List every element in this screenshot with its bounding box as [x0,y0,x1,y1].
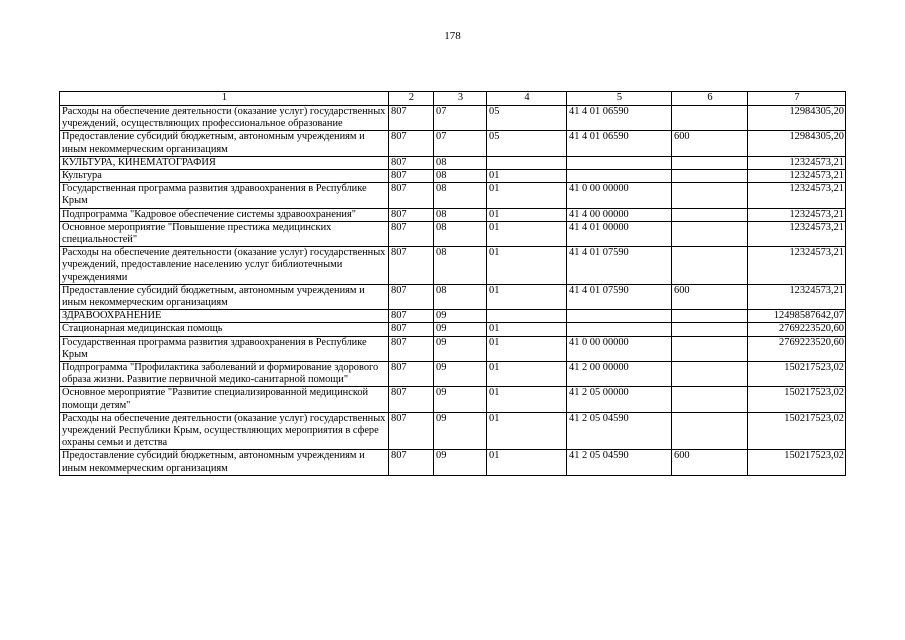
row-pr: 01 [487,247,567,285]
row-amount: 12324573,21 [748,221,846,246]
row-name: Предоставление субсидий бюджетным, автономным учреждениям и иным некоммерческим организациям [60,284,389,309]
row-rz: 08 [434,183,487,208]
row-rz: 09 [434,323,487,336]
row-rz: 09 [434,336,487,361]
column-header-2: 2 [389,92,434,106]
row-vr [672,412,748,450]
row-name: Основное мероприятие "Повышение престижа медицинских специальностей" [60,221,389,246]
row-gr: 807 [389,450,434,475]
row-gr: 807 [389,412,434,450]
row-gr: 807 [389,221,434,246]
row-pr: 01 [487,221,567,246]
row-rz: 09 [434,450,487,475]
row-vr: 600 [672,131,748,156]
row-amount: 150217523,02 [748,362,846,387]
row-name: ЗДРАВООХРАНЕНИЕ [60,310,389,323]
row-csr [567,170,672,183]
row-pr: 01 [487,183,567,208]
row-csr: 41 4 01 07590 [567,284,672,309]
row-rz: 09 [434,412,487,450]
table-row [60,170,846,183]
row-rz: 07 [434,131,487,156]
table-row [60,156,846,169]
row-rz: 08 [434,284,487,309]
row-amount: 12984305,20 [748,131,846,156]
column-header-3: 3 [434,92,487,106]
row-gr: 807 [389,362,434,387]
row-csr: 41 2 05 00000 [567,387,672,412]
row-vr: 600 [672,284,748,309]
row-pr: 01 [487,323,567,336]
row-vr [672,221,748,246]
row-csr: 41 4 01 06590 [567,131,672,156]
row-name: Государственная программа развития здравоохранения в Республике Крым [60,183,389,208]
row-pr: 01 [487,362,567,387]
row-pr: 01 [487,170,567,183]
row-vr [672,336,748,361]
row-name: Стационарная медицинская помощь [60,323,389,336]
row-pr: 01 [487,387,567,412]
row-amount: 12498587642,07 [748,310,846,323]
row-name: КУЛЬТУРА, КИНЕМАТОГРАФИЯ [60,156,389,169]
table-row [60,284,846,309]
row-name: Предоставление субсидий бюджетным, автономным учреждениям и иным некоммерческим организациям [60,131,389,156]
row-csr: 41 2 00 00000 [567,362,672,387]
row-amount: 150217523,02 [748,450,846,475]
column-header-4: 4 [487,92,567,106]
row-pr: 01 [487,336,567,361]
table-row [60,183,846,208]
row-csr: 41 4 01 06590 [567,106,672,131]
row-vr [672,387,748,412]
row-amount: 12324573,21 [748,284,846,309]
header-row [60,92,846,106]
row-pr: 05 [487,131,567,156]
row-gr: 807 [389,106,434,131]
row-amount: 12324573,21 [748,156,846,169]
table-row [60,221,846,246]
row-gr: 807 [389,208,434,221]
row-vr [672,247,748,285]
row-gr: 807 [389,247,434,285]
row-amount: 12984305,20 [748,106,846,131]
row-name: Расходы на обеспечение деятельности (оказание услуг) государственных учреждений Республики Крым, осуществляющих мероприятия в сфере охраны семьи и детства [60,412,389,450]
row-name: Культура [60,170,389,183]
row-csr: 41 0 00 00000 [567,183,672,208]
row-amount: 2769223520,60 [748,336,846,361]
row-gr: 807 [389,310,434,323]
row-vr: 600 [672,450,748,475]
row-csr: 41 4 01 00000 [567,221,672,246]
budget-table [59,91,846,476]
row-amount: 12324573,21 [748,170,846,183]
row-gr: 807 [389,323,434,336]
row-rz: 09 [434,362,487,387]
table-row [60,247,846,285]
row-vr [672,170,748,183]
row-amount: 150217523,02 [748,412,846,450]
row-csr [567,310,672,323]
table-row [60,450,846,475]
row-rz: 08 [434,170,487,183]
row-gr: 807 [389,284,434,309]
row-gr: 807 [389,387,434,412]
column-header-5: 5 [567,92,672,106]
table-row [60,310,846,323]
row-vr [672,106,748,131]
row-pr: 01 [487,208,567,221]
table-row [60,336,846,361]
row-name: Предоставление субсидий бюджетным, автономным учреждениям и иным некоммерческим организациям [60,450,389,475]
row-gr: 807 [389,336,434,361]
page-number: 178 [444,30,461,42]
row-csr: 41 4 00 00000 [567,208,672,221]
row-pr: 01 [487,284,567,309]
row-rz: 08 [434,221,487,246]
row-amount: 12324573,21 [748,208,846,221]
row-vr [672,183,748,208]
row-vr [672,323,748,336]
table-row [60,323,846,336]
row-pr: 05 [487,106,567,131]
row-rz: 07 [434,106,487,131]
row-pr: 01 [487,450,567,475]
column-header-1: 1 [60,92,389,106]
row-gr: 807 [389,131,434,156]
row-gr: 807 [389,183,434,208]
row-name: Государственная программа развития здравоохранения в Республике Крым [60,336,389,361]
column-header-6: 6 [672,92,748,106]
row-name: Основное мероприятие "Развитие специализированной медицинской помощи детям" [60,387,389,412]
row-gr: 807 [389,170,434,183]
row-rz: 08 [434,208,487,221]
row-name: Подпрограмма "Профилактика заболеваний и формирование здорового образа жизни. Развитие первичной медико-санитарной помощи" [60,362,389,387]
row-csr: 41 2 05 04590 [567,450,672,475]
table-row [60,131,846,156]
row-csr: 41 2 05 04590 [567,412,672,450]
row-csr [567,323,672,336]
row-vr [672,156,748,169]
row-rz: 09 [434,310,487,323]
row-pr [487,156,567,169]
row-pr: 01 [487,412,567,450]
row-name: Подпрограмма "Кадровое обеспечение системы здравоохранения" [60,208,389,221]
row-rz: 09 [434,387,487,412]
table-row [60,387,846,412]
row-vr [672,310,748,323]
table-row [60,106,846,131]
row-gr: 807 [389,156,434,169]
row-vr [672,208,748,221]
row-amount: 12324573,21 [748,247,846,285]
row-vr [672,362,748,387]
row-rz: 08 [434,156,487,169]
row-rz: 08 [434,247,487,285]
row-pr [487,310,567,323]
row-amount: 150217523,02 [748,387,846,412]
row-name: Расходы на обеспечение деятельности (оказание услуг) государственных учреждений, осуществляющих профессиональное образование [60,106,389,131]
table-row [60,208,846,221]
table-row [60,412,846,450]
row-csr [567,156,672,169]
table-row [60,362,846,387]
row-csr: 41 4 01 07590 [567,247,672,285]
row-amount: 2769223520,60 [748,323,846,336]
row-name: Расходы на обеспечение деятельности (оказание услуг) государственных учреждений, предоставление населению услуг библиотечными учреждениями [60,247,389,285]
column-header-7: 7 [748,92,846,106]
row-amount: 12324573,21 [748,183,846,208]
row-csr: 41 0 00 00000 [567,336,672,361]
